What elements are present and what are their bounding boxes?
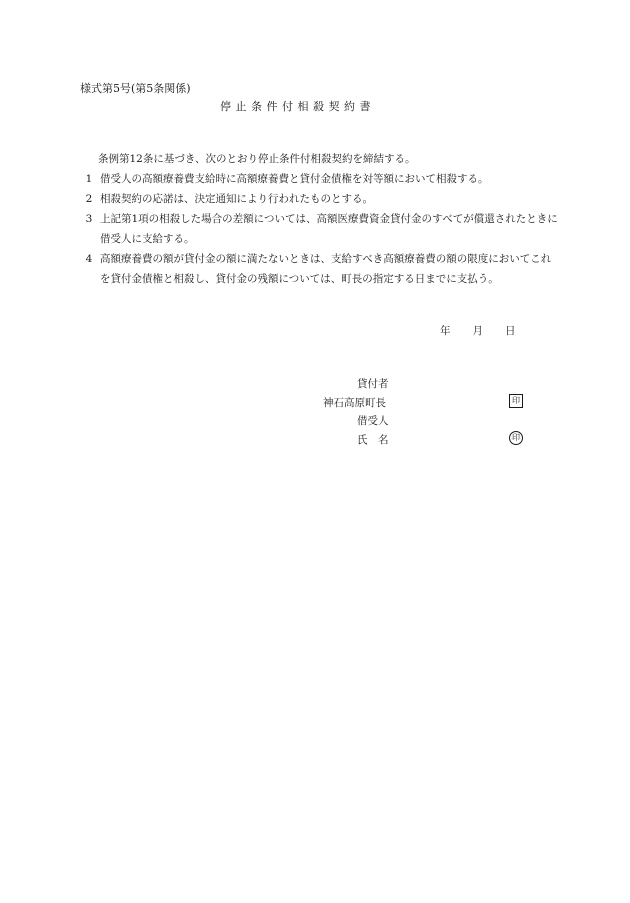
clause-text: 高額療養費の額が貸付金の額に満たないときは、支給すべき高額療養費の額の限度においてこれを貸付金債権と相殺し、貸付金の残額については、町長の指定する日までに支払う。: [100, 253, 552, 285]
date-day-label: 日: [505, 325, 516, 337]
clause-text: 上記第1項の相殺した場合の差額については、高額医療費資金貸付金のすべてが償還されたときに借受人に支給する。: [100, 213, 558, 245]
lender-name: 神石高原町長: [323, 397, 386, 409]
date-line: [440, 323, 516, 338]
clause-4: [78, 249, 558, 289]
date-year-label: 年: [440, 325, 451, 337]
seal-circle-icon: 印: [509, 431, 523, 445]
document-title: 停止条件付相殺契約書: [220, 100, 375, 113]
clause-1: [78, 169, 558, 189]
clause-text: 借受人の高額療養費支給時に高額療養費と貸付金債権を対等額において相殺する。: [100, 173, 489, 185]
borrower-label: 借受人: [357, 415, 389, 427]
clause-number: 1: [85, 173, 93, 185]
seal-square-icon: 印: [509, 394, 523, 408]
clause-number: 3: [85, 213, 93, 225]
clause-number: 2: [85, 193, 93, 205]
form-number: 様式第5号(第5条関係): [80, 82, 191, 95]
intro-text: 条例第12条に基づき、次のとおり停止条件付相殺契約を締結する。: [98, 153, 416, 165]
clause-2: [78, 189, 558, 209]
clause-number: 4: [85, 253, 93, 265]
date-month-label: 月: [472, 325, 483, 337]
contract-body: [78, 149, 558, 289]
clause-text: 相殺契約の応諾は、決定通知により行われたものとする。: [100, 193, 373, 205]
name-label: 氏 名: [357, 434, 389, 446]
lender-label: 貸付者: [357, 378, 389, 390]
clause-3: [78, 209, 558, 249]
